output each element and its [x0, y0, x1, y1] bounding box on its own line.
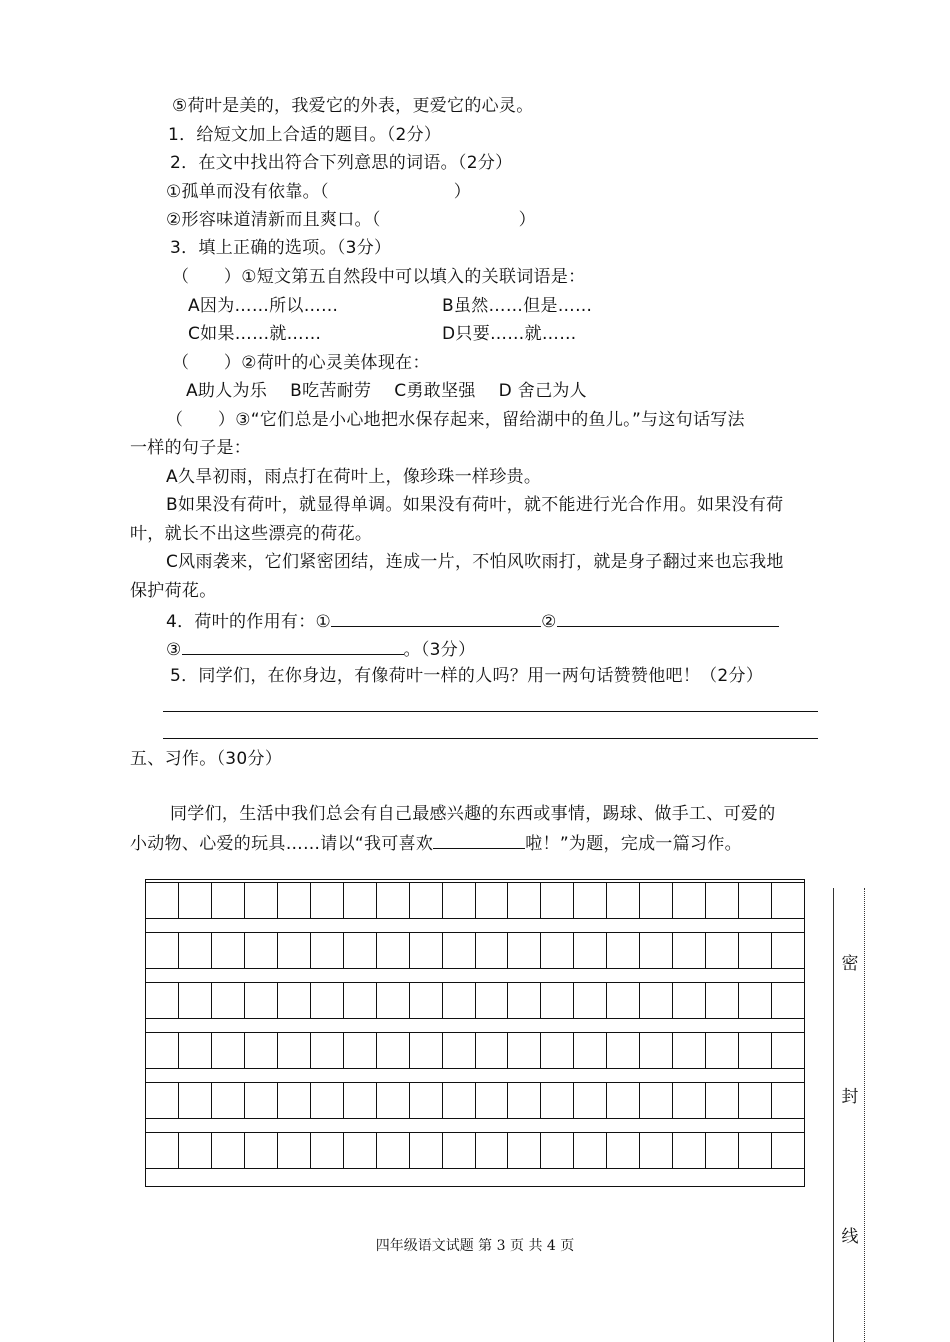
grid-cell[interactable] [179, 1082, 212, 1119]
grid-cell[interactable] [673, 932, 706, 969]
grid-cell[interactable] [476, 882, 509, 919]
question-2b [166, 210, 536, 230]
grid-cell[interactable] [640, 882, 673, 919]
grid-cell[interactable] [772, 1082, 804, 1119]
grid-cell[interactable] [607, 882, 640, 919]
answer-blank-1[interactable] [331, 610, 541, 627]
grid-row [146, 932, 804, 969]
question-2a [166, 182, 471, 202]
grid-cell[interactable] [607, 1032, 640, 1069]
grid-cell[interactable] [146, 1132, 179, 1169]
grid-cell[interactable] [673, 1082, 706, 1119]
grid-row [146, 1032, 804, 1069]
grid-cell[interactable] [179, 882, 212, 919]
grid-cell[interactable] [772, 882, 804, 919]
grid-cell[interactable] [739, 1032, 772, 1069]
answer-line-1[interactable] [163, 711, 818, 712]
grid-cell[interactable] [574, 882, 607, 919]
essay-prompt-2b: 啦！”为题，完成一篇习作。 [525, 834, 742, 854]
grid-cell[interactable] [278, 1082, 311, 1119]
answer-blank-2[interactable] [557, 610, 779, 627]
grid-cell[interactable] [377, 932, 410, 969]
grid-cell[interactable] [508, 982, 541, 1019]
question-3c-cont: 一样的句子是： [130, 438, 252, 458]
grid-cell[interactable] [410, 982, 443, 1019]
option-3c-C1: C风雨袭来，它们紧密团结，连成一片，不怕风吹雨打，就是身子翻过来也忘我地 [166, 552, 784, 572]
question-5: 5．同学们，在你身边，有像荷叶一样的人吗？用一两句话赞赞他吧！（2分） [170, 666, 764, 686]
grid-cell[interactable] [344, 882, 377, 919]
grid-cell[interactable] [739, 1132, 772, 1169]
grid-cell[interactable] [245, 1032, 278, 1069]
grid-cell[interactable] [739, 932, 772, 969]
question-2b-text: ②形容味道清新而且爽口。（ [166, 210, 381, 230]
section-5-title: 五、习作。（30分） [130, 749, 283, 769]
grid-cell[interactable] [673, 1132, 706, 1169]
grid-cell[interactable] [607, 1082, 640, 1119]
question-3: 3．填上正确的选项。（3分） [170, 238, 392, 258]
grid-cell[interactable] [311, 1082, 344, 1119]
grid-cell[interactable] [706, 932, 739, 969]
grid-cell[interactable] [640, 1082, 673, 1119]
grid-row [146, 882, 804, 919]
grid-cell[interactable] [410, 882, 443, 919]
grid-row [146, 982, 804, 1019]
grid-cell[interactable] [574, 1082, 607, 1119]
grid-cell[interactable] [377, 1032, 410, 1069]
grid-cell[interactable] [179, 1032, 212, 1069]
grid-cell[interactable] [344, 1032, 377, 1069]
option-3a-A: A因为……所以…… [188, 296, 339, 316]
grid-cell[interactable] [541, 1032, 574, 1069]
grid-row [146, 1082, 804, 1119]
grid-cell[interactable] [574, 932, 607, 969]
close-paren: ） [518, 210, 536, 230]
grid-cell[interactable] [640, 982, 673, 1019]
grid-cell[interactable] [607, 932, 640, 969]
grid-cell[interactable] [245, 1132, 278, 1169]
question-4-end: 。（3分） [403, 640, 476, 660]
grid-cell[interactable] [772, 1032, 804, 1069]
grid-cell[interactable] [541, 982, 574, 1019]
grid-cell[interactable] [212, 1082, 245, 1119]
grid-cell[interactable] [443, 1082, 476, 1119]
option-3a-B: B虽然……但是…… [442, 296, 593, 316]
essay-grid[interactable] [145, 879, 805, 1187]
title-blank[interactable] [433, 832, 525, 849]
grid-cell[interactable] [443, 882, 476, 919]
seal-char-1: 密 [838, 949, 862, 974]
marker-3: ③ [166, 640, 182, 660]
grid-row [146, 1132, 804, 1169]
grid-cell[interactable] [212, 932, 245, 969]
grid-cell[interactable] [607, 1132, 640, 1169]
grid-cell[interactable] [377, 1132, 410, 1169]
grid-cell[interactable] [476, 1082, 509, 1119]
grid-cell[interactable] [212, 982, 245, 1019]
grid-cell[interactable] [410, 1032, 443, 1069]
option-3c-B2: 叶，就长不出这些漂亮的荷花。 [130, 524, 373, 544]
grid-cell[interactable] [443, 1032, 476, 1069]
grid-cell[interactable] [476, 1132, 509, 1169]
question-3b: （ ）②荷叶的心灵美体现在： [172, 353, 430, 373]
grid-cell[interactable] [541, 1132, 574, 1169]
grid-cell[interactable] [278, 1032, 311, 1069]
option-3a-D: D只要……就…… [442, 324, 577, 344]
grid-cell[interactable] [278, 932, 311, 969]
answer-blank-3[interactable] [182, 638, 404, 655]
essay-prompt-2 [130, 832, 742, 854]
grid-cell[interactable] [574, 1132, 607, 1169]
grid-cell[interactable] [311, 882, 344, 919]
grid-cell[interactable] [443, 932, 476, 969]
page-footer: 四年级语文试题 第 3 页 共 4 页 [375, 1238, 575, 1254]
essay-prompt-1: 同学们，生活中我们总会有自己最感兴趣的东西或事情，踢球、做手工、可爱的 [170, 804, 776, 824]
answer-line-2[interactable] [163, 738, 818, 739]
grid-cell[interactable] [278, 1132, 311, 1169]
grid-cell[interactable] [673, 982, 706, 1019]
grid-cell[interactable] [311, 932, 344, 969]
grid-cell[interactable] [377, 882, 410, 919]
grid-cell[interactable] [640, 1032, 673, 1069]
option-3c-B1: B如果没有荷叶，就显得单调。如果没有荷叶，就不能进行光合作用。如果没有荷 [166, 495, 784, 515]
grid-cell[interactable] [541, 882, 574, 919]
grid-cell[interactable] [146, 932, 179, 969]
grid-cell[interactable] [344, 982, 377, 1019]
grid-cell[interactable] [212, 1032, 245, 1069]
grid-cell[interactable] [640, 1132, 673, 1169]
grid-cell[interactable] [311, 1132, 344, 1169]
grid-cell[interactable] [443, 1132, 476, 1169]
grid-cell[interactable] [179, 932, 212, 969]
grid-cell[interactable] [706, 1032, 739, 1069]
grid-cell[interactable] [607, 982, 640, 1019]
question-4-text: 4．荷叶的作用有：① [166, 612, 332, 632]
question-1: 1．给短文加上合适的题目。（2分） [168, 125, 442, 145]
grid-cell[interactable] [344, 1082, 377, 1119]
grid-cell[interactable] [706, 1132, 739, 1169]
grid-cell[interactable] [344, 932, 377, 969]
grid-cell[interactable] [179, 1132, 212, 1169]
grid-cell[interactable] [146, 1082, 179, 1119]
grid-cell[interactable] [377, 982, 410, 1019]
grid-cell[interactable] [278, 882, 311, 919]
grid-cell[interactable] [476, 932, 509, 969]
grid-cell[interactable] [706, 1082, 739, 1119]
question-4 [166, 610, 779, 632]
question-3c: （ ）③“它们总是小心地把水保存起来，留给湖中的鱼儿。”与这句话写法 [166, 410, 745, 430]
essay-prompt-2a: 小动物、心爱的玩具……请以“我可喜欢 [130, 834, 434, 854]
grid-cell[interactable] [508, 1132, 541, 1169]
option-3c-C2: 保护荷花。 [130, 581, 217, 601]
grid-cell[interactable] [508, 932, 541, 969]
grid-cell[interactable] [377, 1082, 410, 1119]
grid-cell[interactable] [311, 982, 344, 1019]
grid-cell[interactable] [772, 982, 804, 1019]
paragraph-5: ⑤荷叶是美的，我爱它的外表，更爱它的心灵。 [172, 96, 534, 116]
grid-cell[interactable] [146, 1032, 179, 1069]
grid-cell[interactable] [443, 982, 476, 1019]
grid-cell[interactable] [245, 932, 278, 969]
grid-cell[interactable] [574, 1032, 607, 1069]
grid-cell[interactable] [772, 1132, 804, 1169]
grid-cell[interactable] [278, 982, 311, 1019]
grid-cell[interactable] [739, 982, 772, 1019]
grid-cell[interactable] [508, 882, 541, 919]
grid-cell[interactable] [706, 882, 739, 919]
grid-cell[interactable] [344, 1132, 377, 1169]
grid-cell[interactable] [179, 982, 212, 1019]
grid-cell[interactable] [772, 932, 804, 969]
grid-cell[interactable] [739, 882, 772, 919]
grid-cell[interactable] [476, 982, 509, 1019]
binding-dotted-line [864, 888, 865, 1342]
close-paren: ） [453, 182, 472, 202]
question-2a-text: ①孤单而没有依靠。（ [166, 182, 329, 202]
grid-cell[interactable] [574, 982, 607, 1019]
grid-cell[interactable] [212, 882, 245, 919]
grid-cell[interactable] [541, 932, 574, 969]
grid-cell[interactable] [508, 1082, 541, 1119]
marker-2: ② [541, 612, 557, 632]
grid-cell[interactable] [739, 1082, 772, 1119]
grid-cell[interactable] [245, 982, 278, 1019]
grid-cell[interactable] [245, 882, 278, 919]
seal-char-2: 封 [838, 1082, 862, 1107]
grid-cell[interactable] [673, 882, 706, 919]
grid-cell[interactable] [706, 982, 739, 1019]
question-2: 2．在文中找出符合下列意思的词语。（2分） [170, 153, 513, 173]
grid-cell[interactable] [410, 932, 443, 969]
grid-cell[interactable] [146, 982, 179, 1019]
grid-cell[interactable] [508, 1032, 541, 1069]
grid-cell[interactable] [640, 932, 673, 969]
question-4-cont [166, 638, 475, 660]
seal-char-3: 线 [838, 1222, 862, 1247]
grid-cell[interactable] [212, 1132, 245, 1169]
option-3a-C: C如果……就…… [188, 324, 322, 344]
grid-cell[interactable] [541, 1082, 574, 1119]
binding-line [833, 888, 834, 1342]
grid-cell[interactable] [146, 882, 179, 919]
options-3b: A助人为乐 B吃苦耐劳 C勇敢坚强 D 舍己为人 [186, 381, 587, 401]
grid-cell[interactable] [673, 1032, 706, 1069]
question-3a: （ ）①短文第五自然段中可以填入的关联词语是： [172, 267, 586, 287]
option-3c-A: A久旱初雨，雨点打在荷叶上，像珍珠一样珍贵。 [166, 467, 542, 487]
grid-cell[interactable] [410, 1082, 443, 1119]
grid-cell[interactable] [476, 1032, 509, 1069]
grid-cell[interactable] [410, 1132, 443, 1169]
grid-cell[interactable] [311, 1032, 344, 1069]
grid-cell[interactable] [245, 1082, 278, 1119]
